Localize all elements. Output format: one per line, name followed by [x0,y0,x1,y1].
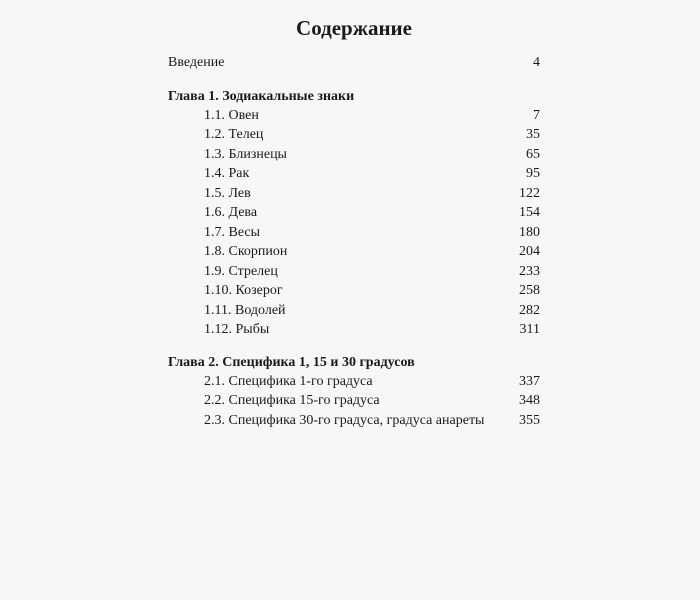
toc-entry-label: 2.1. Специфика 1-го градуса [204,373,373,389]
toc-entry[interactable] [168,242,540,262]
toc-entry-page: 122 [519,185,540,201]
toc-entry[interactable] [168,184,540,204]
toc-entry[interactable] [168,145,540,165]
toc-entry-page: 204 [519,244,540,259]
toc-entry-label: 1.2. Телец [204,127,264,142]
toc-entry-page: 355 [519,412,540,428]
chapter-2-title[interactable]: Глава 2. Специфика 1, 15 и 30 градусов [168,354,415,370]
toc-entry-label: 1.1. Овен [204,107,259,123]
toc-entry-page: 180 [519,224,540,240]
toc-entry-page: 4 [533,55,540,70]
toc-entry-label: 1.11. Водолей [204,302,286,318]
toc-entry-label: 1.7. Весы [204,224,261,240]
toc-title: Содержание [296,16,412,40]
toc-entry[interactable] [168,281,540,301]
toc-entry-page: 282 [519,302,540,318]
toc-entry[interactable] [168,411,540,431]
toc-entry[interactable] [168,125,540,145]
toc-entry[interactable] [168,106,540,126]
toc-entry[interactable] [168,164,540,184]
toc-entry-page: 348 [519,393,540,408]
toc-entry[interactable] [168,223,540,243]
toc-entry[interactable] [168,391,540,411]
toc-entry-label: 1.12. Рыбы [204,322,270,337]
toc-entry-page: 35 [526,127,540,142]
toc-entry[interactable] [168,301,540,321]
toc-entry[interactable] [168,262,540,282]
toc-entry[interactable] [168,320,540,340]
toc-entry-label: 1.9. Стрелец [204,263,278,279]
toc-entry-label: 1.8. Скорпион [204,244,288,259]
table-of-contents [168,10,540,430]
toc-entry-page: 95 [526,166,540,181]
toc-entry-label: 1.6. Дева [204,205,258,220]
toc-entry-label: 1.5. Лев [204,185,251,201]
toc-entry-label: 1.4. Рак [204,166,250,181]
toc-entry-page: 7 [533,107,540,123]
toc-entry-page: 337 [519,373,540,389]
toc-entry-label: 1.3. Близнецы [204,146,287,162]
toc-entry-label: 1.10. Козерог [204,283,283,298]
toc-entry-page: 311 [519,322,540,337]
toc-entry-page: 233 [519,263,540,279]
toc-entry-intro[interactable] [168,53,540,73]
toc-entry-page: 258 [519,283,540,298]
toc-entry-page: 154 [519,205,540,220]
toc-entry-label: 2.2. Специфика 15-го градуса [204,393,380,408]
toc-entry-label: Введение [168,55,225,70]
toc-entry-page: 65 [526,146,540,162]
toc-entry[interactable] [168,372,540,392]
toc-entry-label: 2.3. Специфика 30-го градуса, градуса анареты [204,412,485,428]
chapter-1-title[interactable]: Глава 1. Зодиакальные знаки [168,88,355,104]
toc-entry[interactable] [168,203,540,223]
